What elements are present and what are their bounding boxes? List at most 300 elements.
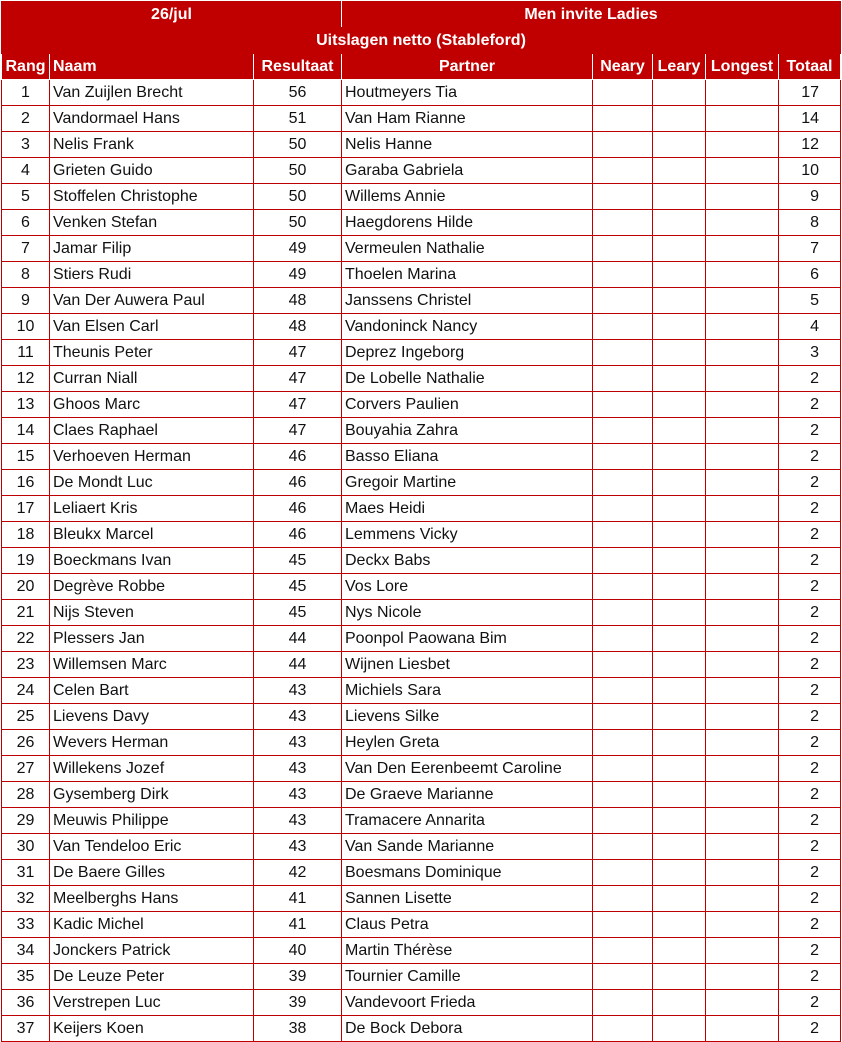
cell-longest — [706, 236, 779, 262]
table-row — [2, 808, 841, 834]
cell-longest — [706, 132, 779, 158]
cell-partner: Deckx Babs — [342, 548, 593, 574]
table-row — [2, 756, 841, 782]
cell-neary — [593, 470, 653, 496]
cell-neary — [593, 392, 653, 418]
cell-rang: 2 — [2, 106, 50, 132]
cell-resultaat: 44 — [254, 626, 342, 652]
cell-neary — [593, 1016, 653, 1042]
cell-rang: 17 — [2, 496, 50, 522]
col-header-neary: Neary — [593, 54, 653, 80]
cell-rang: 18 — [2, 522, 50, 548]
cell-partner: Lievens Silke — [342, 704, 593, 730]
cell-longest — [706, 80, 779, 106]
cell-longest — [706, 964, 779, 990]
cell-totaal: 2 — [779, 704, 841, 730]
cell-partner: Van Den Eerenbeemt Caroline — [342, 756, 593, 782]
cell-rang: 9 — [2, 288, 50, 314]
cell-naam: Meelberghs Hans — [50, 886, 254, 912]
cell-neary — [593, 548, 653, 574]
cell-resultaat: 50 — [254, 184, 342, 210]
cell-leary — [653, 470, 706, 496]
table-row — [2, 678, 841, 704]
cell-resultaat: 45 — [254, 574, 342, 600]
cell-longest — [706, 652, 779, 678]
cell-totaal: 2 — [779, 548, 841, 574]
cell-partner: Janssens Christel — [342, 288, 593, 314]
cell-leary — [653, 444, 706, 470]
cell-neary — [593, 314, 653, 340]
cell-naam: Willemsen Marc — [50, 652, 254, 678]
cell-partner: Wijnen Liesbet — [342, 652, 593, 678]
cell-totaal: 2 — [779, 808, 841, 834]
cell-leary — [653, 80, 706, 106]
table-row — [2, 834, 841, 860]
table-row — [2, 912, 841, 938]
cell-leary — [653, 574, 706, 600]
results-table — [1, 1, 841, 1042]
cell-partner: De Bock Debora — [342, 1016, 593, 1042]
event-title: Men invite Ladies — [342, 2, 841, 28]
cell-partner: Boesmans Dominique — [342, 860, 593, 886]
cell-leary — [653, 496, 706, 522]
cell-rang: 11 — [2, 340, 50, 366]
cell-longest — [706, 288, 779, 314]
cell-partner: Willems Annie — [342, 184, 593, 210]
cell-neary — [593, 834, 653, 860]
cell-totaal: 2 — [779, 990, 841, 1016]
cell-longest — [706, 496, 779, 522]
cell-partner: Nelis Hanne — [342, 132, 593, 158]
cell-naam: Vandormael Hans — [50, 106, 254, 132]
cell-rang: 31 — [2, 860, 50, 886]
cell-naam: Willekens Jozef — [50, 756, 254, 782]
table-row — [2, 860, 841, 886]
cell-partner: Heylen Greta — [342, 730, 593, 756]
cell-totaal: 9 — [779, 184, 841, 210]
cell-leary — [653, 288, 706, 314]
cell-naam: Venken Stefan — [50, 210, 254, 236]
cell-resultaat: 43 — [254, 756, 342, 782]
cell-neary — [593, 782, 653, 808]
cell-neary — [593, 704, 653, 730]
cell-naam: Van Zuijlen Brecht — [50, 80, 254, 106]
cell-longest — [706, 756, 779, 782]
table-row — [2, 470, 841, 496]
cell-partner: Tramacere Annarita — [342, 808, 593, 834]
cell-naam: Bleukx Marcel — [50, 522, 254, 548]
cell-longest — [706, 990, 779, 1016]
cell-partner: Thoelen Marina — [342, 262, 593, 288]
cell-neary — [593, 80, 653, 106]
cell-totaal: 2 — [779, 860, 841, 886]
cell-rang: 34 — [2, 938, 50, 964]
cell-longest — [706, 340, 779, 366]
table-row — [2, 626, 841, 652]
cell-resultaat: 40 — [254, 938, 342, 964]
cell-neary — [593, 626, 653, 652]
cell-leary — [653, 938, 706, 964]
cell-rang: 24 — [2, 678, 50, 704]
cell-leary — [653, 106, 706, 132]
cell-resultaat: 46 — [254, 444, 342, 470]
cell-leary — [653, 158, 706, 184]
cell-totaal: 2 — [779, 886, 841, 912]
cell-naam: Verstrepen Luc — [50, 990, 254, 1016]
cell-longest — [706, 704, 779, 730]
cell-neary — [593, 912, 653, 938]
cell-rang: 13 — [2, 392, 50, 418]
cell-longest — [706, 626, 779, 652]
cell-longest — [706, 262, 779, 288]
cell-longest — [706, 912, 779, 938]
cell-totaal: 2 — [779, 730, 841, 756]
cell-naam: Van Der Auwera Paul — [50, 288, 254, 314]
cell-longest — [706, 938, 779, 964]
cell-rang: 12 — [2, 366, 50, 392]
cell-totaal: 5 — [779, 288, 841, 314]
cell-longest — [706, 392, 779, 418]
cell-longest — [706, 366, 779, 392]
cell-resultaat: 46 — [254, 522, 342, 548]
results-body — [2, 80, 841, 1042]
cell-partner: Corvers Paulien — [342, 392, 593, 418]
cell-leary — [653, 886, 706, 912]
cell-leary — [653, 392, 706, 418]
cell-leary — [653, 340, 706, 366]
table-row — [2, 366, 841, 392]
cell-longest — [706, 314, 779, 340]
cell-totaal: 2 — [779, 938, 841, 964]
cell-totaal: 2 — [779, 522, 841, 548]
table-row — [2, 652, 841, 678]
cell-totaal: 4 — [779, 314, 841, 340]
cell-naam: Ghoos Marc — [50, 392, 254, 418]
cell-totaal: 2 — [779, 782, 841, 808]
cell-naam: Stoffelen Christophe — [50, 184, 254, 210]
cell-rang: 28 — [2, 782, 50, 808]
cell-rang: 20 — [2, 574, 50, 600]
cell-rang: 10 — [2, 314, 50, 340]
cell-naam: Celen Bart — [50, 678, 254, 704]
cell-totaal: 7 — [779, 236, 841, 262]
cell-leary — [653, 990, 706, 1016]
cell-resultaat: 48 — [254, 314, 342, 340]
cell-resultaat: 49 — [254, 236, 342, 262]
cell-leary — [653, 262, 706, 288]
col-header-totaal: Totaal — [779, 54, 841, 80]
cell-totaal: 2 — [779, 470, 841, 496]
cell-rang: 25 — [2, 704, 50, 730]
cell-partner: Bouyahia Zahra — [342, 418, 593, 444]
table-row — [2, 158, 841, 184]
title-row — [2, 2, 841, 28]
cell-neary — [593, 938, 653, 964]
cell-naam: Leliaert Kris — [50, 496, 254, 522]
table-row — [2, 600, 841, 626]
cell-resultaat: 47 — [254, 418, 342, 444]
cell-leary — [653, 600, 706, 626]
cell-neary — [593, 808, 653, 834]
cell-resultaat: 46 — [254, 470, 342, 496]
cell-partner: Vandoninck Nancy — [342, 314, 593, 340]
cell-resultaat: 46 — [254, 496, 342, 522]
cell-naam: Boeckmans Ivan — [50, 548, 254, 574]
cell-partner: Van Sande Marianne — [342, 834, 593, 860]
cell-longest — [706, 600, 779, 626]
cell-neary — [593, 496, 653, 522]
cell-naam: De Mondt Luc — [50, 470, 254, 496]
cell-totaal: 2 — [779, 574, 841, 600]
cell-naam: Stiers Rudi — [50, 262, 254, 288]
cell-naam: Kadic Michel — [50, 912, 254, 938]
cell-partner: Haegdorens Hilde — [342, 210, 593, 236]
results-sheet — [1, 1, 840, 1042]
cell-longest — [706, 730, 779, 756]
cell-rang: 27 — [2, 756, 50, 782]
cell-resultaat: 48 — [254, 288, 342, 314]
cell-partner: Garaba Gabriela — [342, 158, 593, 184]
cell-totaal: 3 — [779, 340, 841, 366]
cell-partner: De Lobelle Nathalie — [342, 366, 593, 392]
results-subtitle: Uitslagen netto (Stableford) — [2, 28, 841, 54]
cell-rang: 29 — [2, 808, 50, 834]
table-row — [2, 340, 841, 366]
column-header-row — [2, 54, 841, 80]
table-row — [2, 782, 841, 808]
cell-leary — [653, 366, 706, 392]
cell-naam: Gysemberg Dirk — [50, 782, 254, 808]
cell-naam: De Baere Gilles — [50, 860, 254, 886]
cell-partner: Maes Heidi — [342, 496, 593, 522]
cell-leary — [653, 808, 706, 834]
cell-longest — [706, 574, 779, 600]
cell-neary — [593, 288, 653, 314]
cell-resultaat: 43 — [254, 704, 342, 730]
cell-leary — [653, 548, 706, 574]
cell-longest — [706, 444, 779, 470]
col-header-resultaat: Resultaat — [254, 54, 342, 80]
table-row — [2, 288, 841, 314]
cell-rang: 16 — [2, 470, 50, 496]
cell-partner: Vermeulen Nathalie — [342, 236, 593, 262]
cell-resultaat: 43 — [254, 834, 342, 860]
cell-rang: 4 — [2, 158, 50, 184]
cell-resultaat: 38 — [254, 1016, 342, 1042]
cell-leary — [653, 678, 706, 704]
table-row — [2, 964, 841, 990]
table-row — [2, 522, 841, 548]
cell-longest — [706, 808, 779, 834]
cell-totaal: 6 — [779, 262, 841, 288]
cell-longest — [706, 860, 779, 886]
cell-resultaat: 43 — [254, 678, 342, 704]
cell-totaal: 2 — [779, 444, 841, 470]
col-header-longest: Longest — [706, 54, 779, 80]
table-row — [2, 1016, 841, 1042]
cell-rang: 26 — [2, 730, 50, 756]
cell-neary — [593, 522, 653, 548]
col-header-leary: Leary — [653, 54, 706, 80]
cell-leary — [653, 704, 706, 730]
table-row — [2, 496, 841, 522]
table-row — [2, 106, 841, 132]
table-row — [2, 418, 841, 444]
table-row — [2, 80, 841, 106]
cell-leary — [653, 912, 706, 938]
cell-neary — [593, 106, 653, 132]
cell-neary — [593, 444, 653, 470]
col-header-partner: Partner — [342, 54, 593, 80]
cell-leary — [653, 834, 706, 860]
cell-totaal: 2 — [779, 1016, 841, 1042]
cell-rang: 6 — [2, 210, 50, 236]
cell-partner: De Graeve Marianne — [342, 782, 593, 808]
cell-longest — [706, 184, 779, 210]
cell-resultaat: 45 — [254, 548, 342, 574]
cell-leary — [653, 782, 706, 808]
cell-leary — [653, 132, 706, 158]
cell-naam: Degrève Robbe — [50, 574, 254, 600]
cell-partner: Nys Nicole — [342, 600, 593, 626]
cell-neary — [593, 184, 653, 210]
cell-neary — [593, 210, 653, 236]
cell-leary — [653, 314, 706, 340]
cell-neary — [593, 418, 653, 444]
cell-naam: Jonckers Patrick — [50, 938, 254, 964]
cell-totaal: 2 — [779, 418, 841, 444]
cell-totaal: 8 — [779, 210, 841, 236]
cell-totaal: 10 — [779, 158, 841, 184]
cell-leary — [653, 860, 706, 886]
cell-rang: 37 — [2, 1016, 50, 1042]
cell-naam: Plessers Jan — [50, 626, 254, 652]
cell-naam: Meuwis Philippe — [50, 808, 254, 834]
cell-naam: Theunis Peter — [50, 340, 254, 366]
table-row — [2, 392, 841, 418]
cell-partner: Van Ham Rianne — [342, 106, 593, 132]
cell-naam: Grieten Guido — [50, 158, 254, 184]
cell-longest — [706, 210, 779, 236]
cell-longest — [706, 548, 779, 574]
cell-resultaat: 43 — [254, 782, 342, 808]
cell-naam: Lievens Davy — [50, 704, 254, 730]
cell-leary — [653, 1016, 706, 1042]
cell-partner: Vandevoort Frieda — [342, 990, 593, 1016]
table-row — [2, 184, 841, 210]
cell-rang: 21 — [2, 600, 50, 626]
cell-naam: Verhoeven Herman — [50, 444, 254, 470]
cell-neary — [593, 600, 653, 626]
cell-resultaat: 50 — [254, 132, 342, 158]
cell-rang: 36 — [2, 990, 50, 1016]
subtitle-row — [2, 28, 841, 54]
cell-longest — [706, 522, 779, 548]
cell-longest — [706, 470, 779, 496]
cell-neary — [593, 236, 653, 262]
cell-rang: 8 — [2, 262, 50, 288]
cell-totaal: 2 — [779, 600, 841, 626]
cell-neary — [593, 132, 653, 158]
cell-naam: Keijers Koen — [50, 1016, 254, 1042]
cell-partner: Sannen Lisette — [342, 886, 593, 912]
cell-resultaat: 39 — [254, 990, 342, 1016]
cell-leary — [653, 730, 706, 756]
cell-longest — [706, 158, 779, 184]
cell-partner: Gregoir Martine — [342, 470, 593, 496]
table-row — [2, 236, 841, 262]
cell-rang: 3 — [2, 132, 50, 158]
cell-partner: Martin Thérèse — [342, 938, 593, 964]
table-row — [2, 314, 841, 340]
cell-rang: 15 — [2, 444, 50, 470]
cell-leary — [653, 964, 706, 990]
cell-totaal: 2 — [779, 834, 841, 860]
cell-resultaat: 43 — [254, 808, 342, 834]
cell-partner: Lemmens Vicky — [342, 522, 593, 548]
cell-naam: Jamar Filip — [50, 236, 254, 262]
cell-rang: 32 — [2, 886, 50, 912]
cell-resultaat: 43 — [254, 730, 342, 756]
cell-rang: 1 — [2, 80, 50, 106]
cell-rang: 7 — [2, 236, 50, 262]
cell-partner: Vos Lore — [342, 574, 593, 600]
table-row — [2, 886, 841, 912]
cell-totaal: 14 — [779, 106, 841, 132]
cell-resultaat: 42 — [254, 860, 342, 886]
cell-rang: 35 — [2, 964, 50, 990]
cell-totaal: 2 — [779, 652, 841, 678]
cell-naam: Curran Niall — [50, 366, 254, 392]
table-row — [2, 132, 841, 158]
cell-partner: Tournier Camille — [342, 964, 593, 990]
cell-rang: 22 — [2, 626, 50, 652]
cell-longest — [706, 782, 779, 808]
cell-resultaat: 41 — [254, 912, 342, 938]
cell-longest — [706, 834, 779, 860]
cell-neary — [593, 340, 653, 366]
table-row — [2, 574, 841, 600]
cell-neary — [593, 886, 653, 912]
cell-neary — [593, 990, 653, 1016]
cell-longest — [706, 1016, 779, 1042]
cell-longest — [706, 886, 779, 912]
cell-naam: Nijs Steven — [50, 600, 254, 626]
cell-naam: Claes Raphael — [50, 418, 254, 444]
cell-rang: 14 — [2, 418, 50, 444]
cell-resultaat: 50 — [254, 158, 342, 184]
cell-totaal: 17 — [779, 80, 841, 106]
cell-naam: De Leuze Peter — [50, 964, 254, 990]
table-row — [2, 938, 841, 964]
cell-rang: 5 — [2, 184, 50, 210]
cell-leary — [653, 626, 706, 652]
cell-leary — [653, 756, 706, 782]
cell-leary — [653, 652, 706, 678]
cell-totaal: 12 — [779, 132, 841, 158]
cell-resultaat: 41 — [254, 886, 342, 912]
cell-rang: 23 — [2, 652, 50, 678]
cell-neary — [593, 678, 653, 704]
cell-longest — [706, 418, 779, 444]
table-row — [2, 730, 841, 756]
cell-naam: Nelis Frank — [50, 132, 254, 158]
event-date: 26/jul — [2, 2, 342, 28]
cell-resultaat: 50 — [254, 210, 342, 236]
cell-neary — [593, 262, 653, 288]
cell-longest — [706, 678, 779, 704]
cell-longest — [706, 106, 779, 132]
